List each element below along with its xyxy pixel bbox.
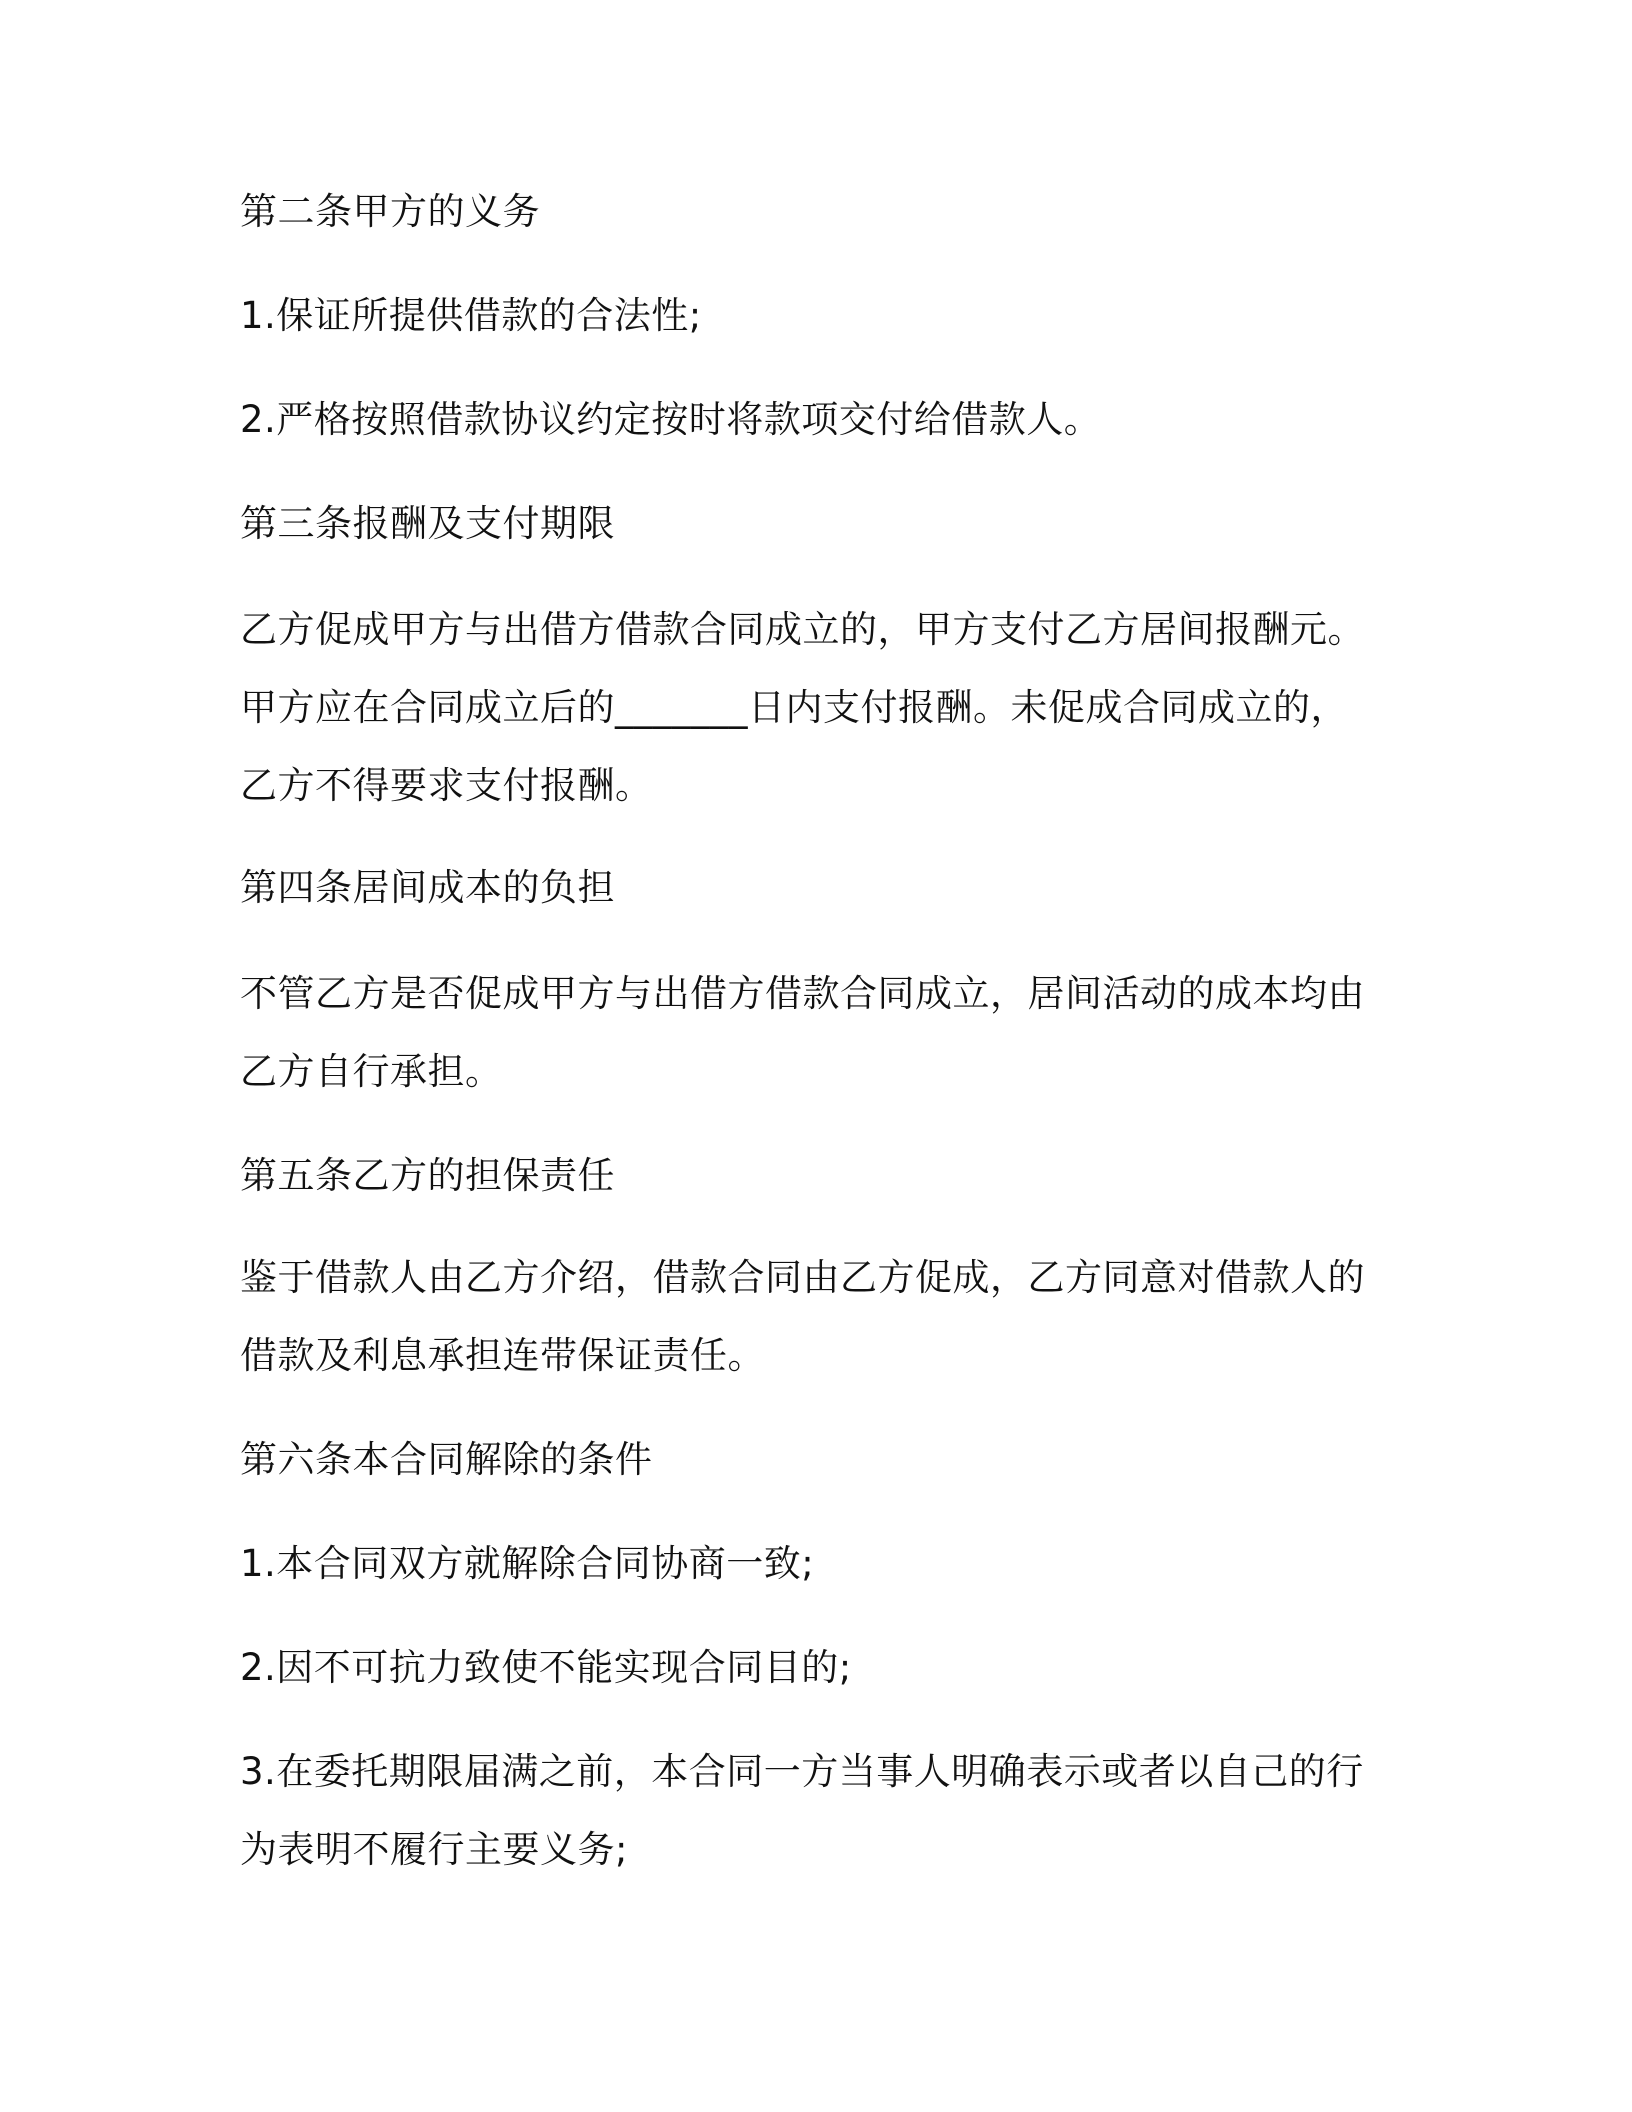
article-3-paragraph-line-2: 甲方应在合同成立后的_______日内支付报酬。未促成合同成立的，	[240, 686, 1348, 729]
article-5-heading: 第五条乙方的担保责任	[240, 1154, 615, 1197]
article-6-item-3-line-2: 为表明不履行主要义务;	[240, 1828, 628, 1871]
article-2-item-1: 1.保证所提供借款的合法性;	[240, 294, 702, 337]
article-3-paragraph-line-3: 乙方不得要求支付报酬。	[240, 764, 653, 807]
article-2-item-2: 2.严格按照借款协议约定按时将款项交付给借款人。	[240, 398, 1102, 441]
article-3-paragraph-line-1: 乙方促成甲方与出借方借款合同成立的，甲方支付乙方居间报酬元。	[240, 608, 1365, 651]
article-6-item-3-line-1: 3.在委托期限届满之前，本合同一方当事人明确表示或者以自己的行	[240, 1750, 1364, 1793]
article-4-paragraph-line-1: 不管乙方是否促成甲方与出借方借款合同成立，居间活动的成本均由	[240, 972, 1365, 1015]
article-4-heading: 第四条居间成本的负担	[240, 866, 615, 909]
article-3-heading: 第三条报酬及支付期限	[240, 502, 615, 545]
article-6-item-2: 2.因不可抗力致使不能实现合同目的;	[240, 1646, 852, 1689]
article-6-heading: 第六条本合同解除的条件	[240, 1438, 653, 1481]
article-4-paragraph-line-2: 乙方自行承担。	[240, 1050, 503, 1093]
article-2-heading: 第二条甲方的义务	[240, 190, 540, 233]
article-6-item-1: 1.本合同双方就解除合同协商一致;	[240, 1542, 815, 1585]
article-5-paragraph-line-2: 借款及利息承担连带保证责任。	[240, 1334, 765, 1377]
article-5-paragraph-line-1: 鉴于借款人由乙方介绍，借款合同由乙方促成，乙方同意对借款人的	[240, 1256, 1365, 1299]
